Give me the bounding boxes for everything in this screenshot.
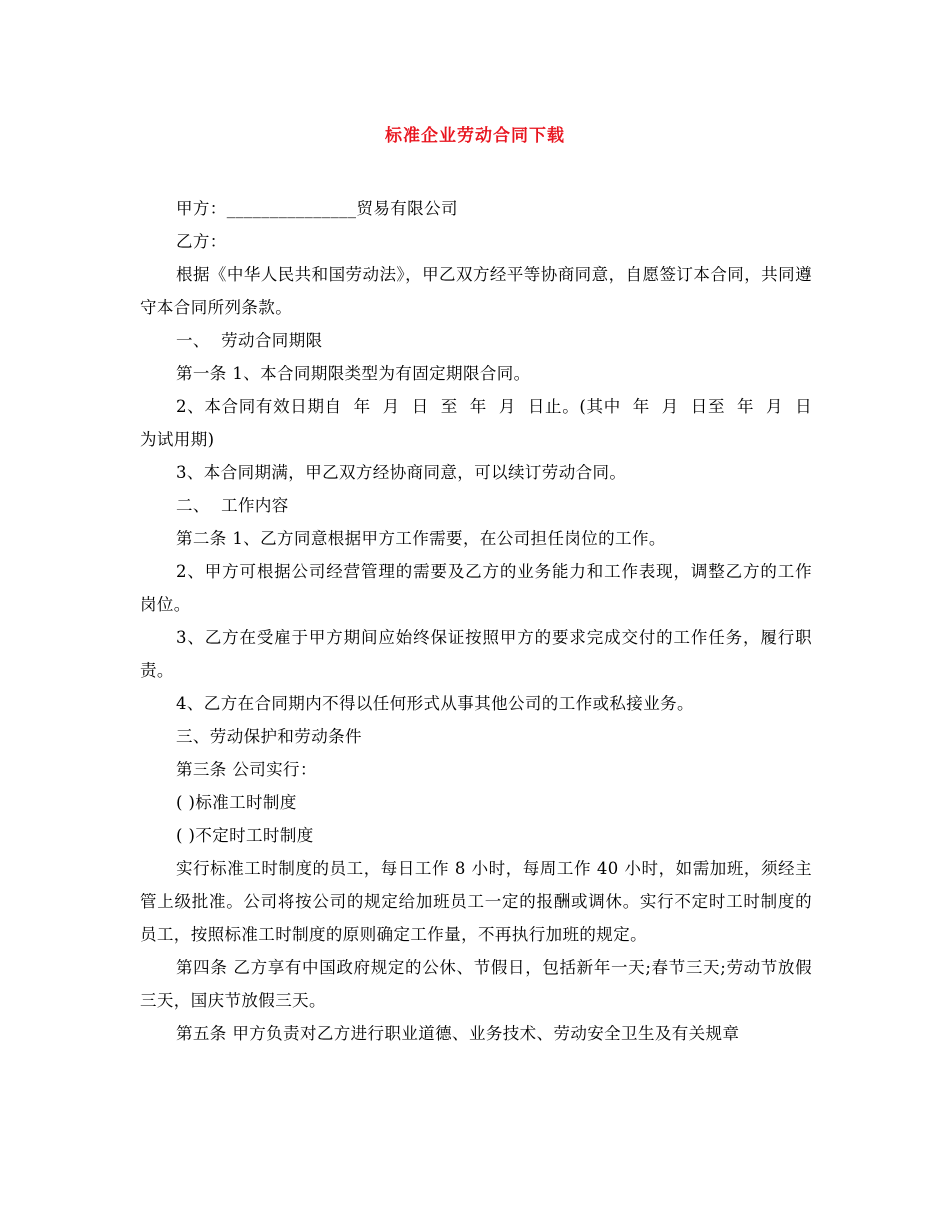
section-heading-work-content: 二、 工作内容 (176, 496, 289, 515)
document-body (140, 192, 812, 1050)
paragraph-article-5: 第五条 甲方负责对乙方进行职业道德、业务技术、劳动安全卫生及有关规章 (176, 1024, 740, 1043)
paragraph-article-1-item-1: 第一条 1、本合同期限类型为有固定期限合同。 (176, 364, 531, 383)
document-title: 标准企业劳动合同下载 (385, 126, 565, 146)
paragraph-article-2-item-2: 2、甲方可根据公司经营管理的需要及乙方的业务能力和工作表现，调整乙方的工作岗位。 (140, 562, 812, 614)
paragraph-article-1-item-3: 3、本合同期满，甲乙双方经协商同意，可以续订劳动合同。 (176, 463, 627, 482)
section-heading-labor-protection: 三、劳动保护和劳动条件 (176, 727, 362, 746)
paragraph-article-2-item-1: 第二条 1、乙方同意根据甲方工作需要，在公司担任岗位的工作。 (176, 529, 666, 548)
paragraph-working-hours: 实行标准工时制度的员工，每日工作 8 小时，每周工作 40 小时，如需加班，须经主管上级批准。公司将按公司的规定给加班员工一定的报酬或调休。实行不定时工时制度的员工，按照标准工时制度的原则确定工作量，不再执行加班的规定。 (140, 859, 812, 944)
paragraph-article-3: 第三条 公司实行： (176, 760, 317, 779)
paragraph-article-1-item-2: 2、本合同有效日期自 年 月 日 至 年 月 日止。(其中 年 月 日至 年 月 日为试用期) (140, 397, 812, 449)
option-standard-hours: ( )标准工时制度 (176, 793, 297, 812)
section-heading-term: 一、 劳动合同期限 (176, 331, 323, 350)
paragraph-article-2-item-3: 3、乙方在受雇于甲方期间应始终保证按照甲方的要求完成交付的工作任务，履行职责。 (140, 628, 812, 680)
paragraph-article-2-item-4: 4、乙方在合同期内不得以任何形式从事其他公司的工作或私接业务。 (176, 694, 694, 713)
paragraph-article-4: 第四条 乙方享有中国政府规定的公休、节假日，包括新年一天;春节三天;劳动节放假三天，国庆节放假三天。 (140, 958, 812, 1010)
paragraph-party-a: 甲方：_______________贸易有限公司 (176, 199, 458, 218)
option-flexible-hours: ( )不定时工时制度 (176, 826, 314, 845)
paragraph-preamble: 根据《中华人民共和国劳动法》，甲乙双方经平等协商同意，自愿签订本合同，共同遵守本合同所列条款。 (140, 265, 812, 317)
paragraph-party-b: 乙方： (176, 232, 227, 251)
